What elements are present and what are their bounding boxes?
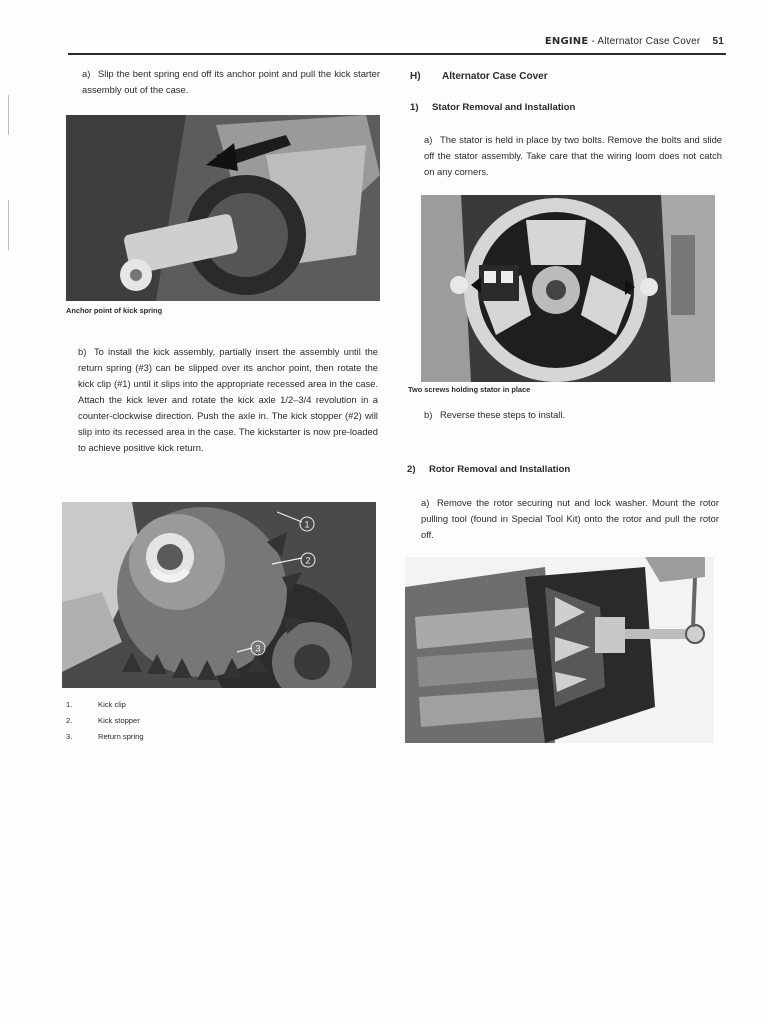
subsection-label: 2) bbox=[407, 464, 416, 475]
legend-num: 1. bbox=[66, 700, 73, 709]
step-text: The stator is held in place by two bolts. Remove the bolts and slide off the stator assembly. Take care that the wiring loom does not catch on any corners. bbox=[424, 134, 722, 177]
legend-text: Kick clip bbox=[98, 700, 126, 709]
photo3-caption: Two screws holding stator in place bbox=[408, 385, 531, 394]
callout-3: 3 bbox=[255, 643, 261, 654]
step-label: a) bbox=[421, 497, 430, 508]
step-a-kick-removal bbox=[82, 66, 380, 98]
page-header bbox=[545, 36, 724, 47]
scan-mark bbox=[8, 200, 9, 250]
callout-2: 2 bbox=[305, 555, 311, 566]
rotor-step-a bbox=[421, 495, 719, 543]
subsection-heading-2 bbox=[407, 464, 570, 475]
section-heading bbox=[410, 71, 548, 82]
photo-rotor-puller bbox=[405, 557, 714, 743]
subsection-heading-1 bbox=[410, 102, 575, 113]
photo-kick-spring-anchor bbox=[66, 115, 380, 301]
step-label: a) bbox=[424, 134, 433, 145]
step-label: a) bbox=[82, 68, 91, 79]
header-rule bbox=[68, 53, 726, 55]
header-section: ENGINE bbox=[544, 36, 589, 47]
legend-num: 3. bbox=[66, 732, 73, 741]
photo-kick-assembly bbox=[62, 502, 376, 688]
photo1-caption: Anchor point of kick spring bbox=[66, 306, 163, 315]
stator-step-b bbox=[424, 407, 722, 423]
section-label: H) bbox=[410, 71, 421, 82]
step-b-kick-install bbox=[78, 344, 378, 456]
legend-item bbox=[66, 716, 144, 732]
scan-mark bbox=[8, 95, 9, 135]
subsection-label: 1) bbox=[410, 102, 419, 113]
subsection-title: Stator Removal and Installation bbox=[432, 102, 576, 113]
legend-item bbox=[66, 732, 144, 748]
photo-stator-screws bbox=[421, 195, 715, 382]
step-text: Reverse these steps to install. bbox=[440, 409, 566, 420]
step-text: To install the kick assembly, partially insert the assembly until the return spring (#3) can be slipped over its anchor point, then rotate the kick clip (#1) until it slips into the appropriate recessed area in the case. Attach the kick lever and rotate the kick axle 1/2–3/4 revolution in a counter-clockwise direction. Push the axle in. The kick stopper (#2) will slip into its recessed area in the case. The kickstarter is now pre-loaded to achieve positive kick return. bbox=[78, 346, 378, 453]
page-number: 51 bbox=[712, 36, 724, 47]
legend-text: Return spring bbox=[98, 732, 144, 741]
step-label: b) bbox=[424, 409, 433, 420]
legend-num: 2. bbox=[66, 716, 73, 725]
step-text: Slip the bent spring end off its anchor point and pull the kick starter assembly out of the case. bbox=[82, 68, 380, 95]
legend-item bbox=[66, 700, 144, 716]
section-title: Alternator Case Cover bbox=[442, 71, 548, 82]
stator-step-a bbox=[424, 132, 722, 180]
legend-text: Kick stopper bbox=[98, 716, 140, 725]
photo2-legend bbox=[66, 700, 144, 748]
subsection-title: Rotor Removal and Installation bbox=[429, 464, 571, 475]
header-title: - Alternator Case Cover bbox=[588, 36, 701, 47]
callout-1: 1 bbox=[304, 519, 310, 530]
step-label: b) bbox=[78, 346, 87, 357]
step-text: Remove the rotor securing nut and lock washer. Mount the rotor pulling tool (found in Special Tool Kit) onto the rotor and pull the rotor off. bbox=[421, 497, 719, 540]
